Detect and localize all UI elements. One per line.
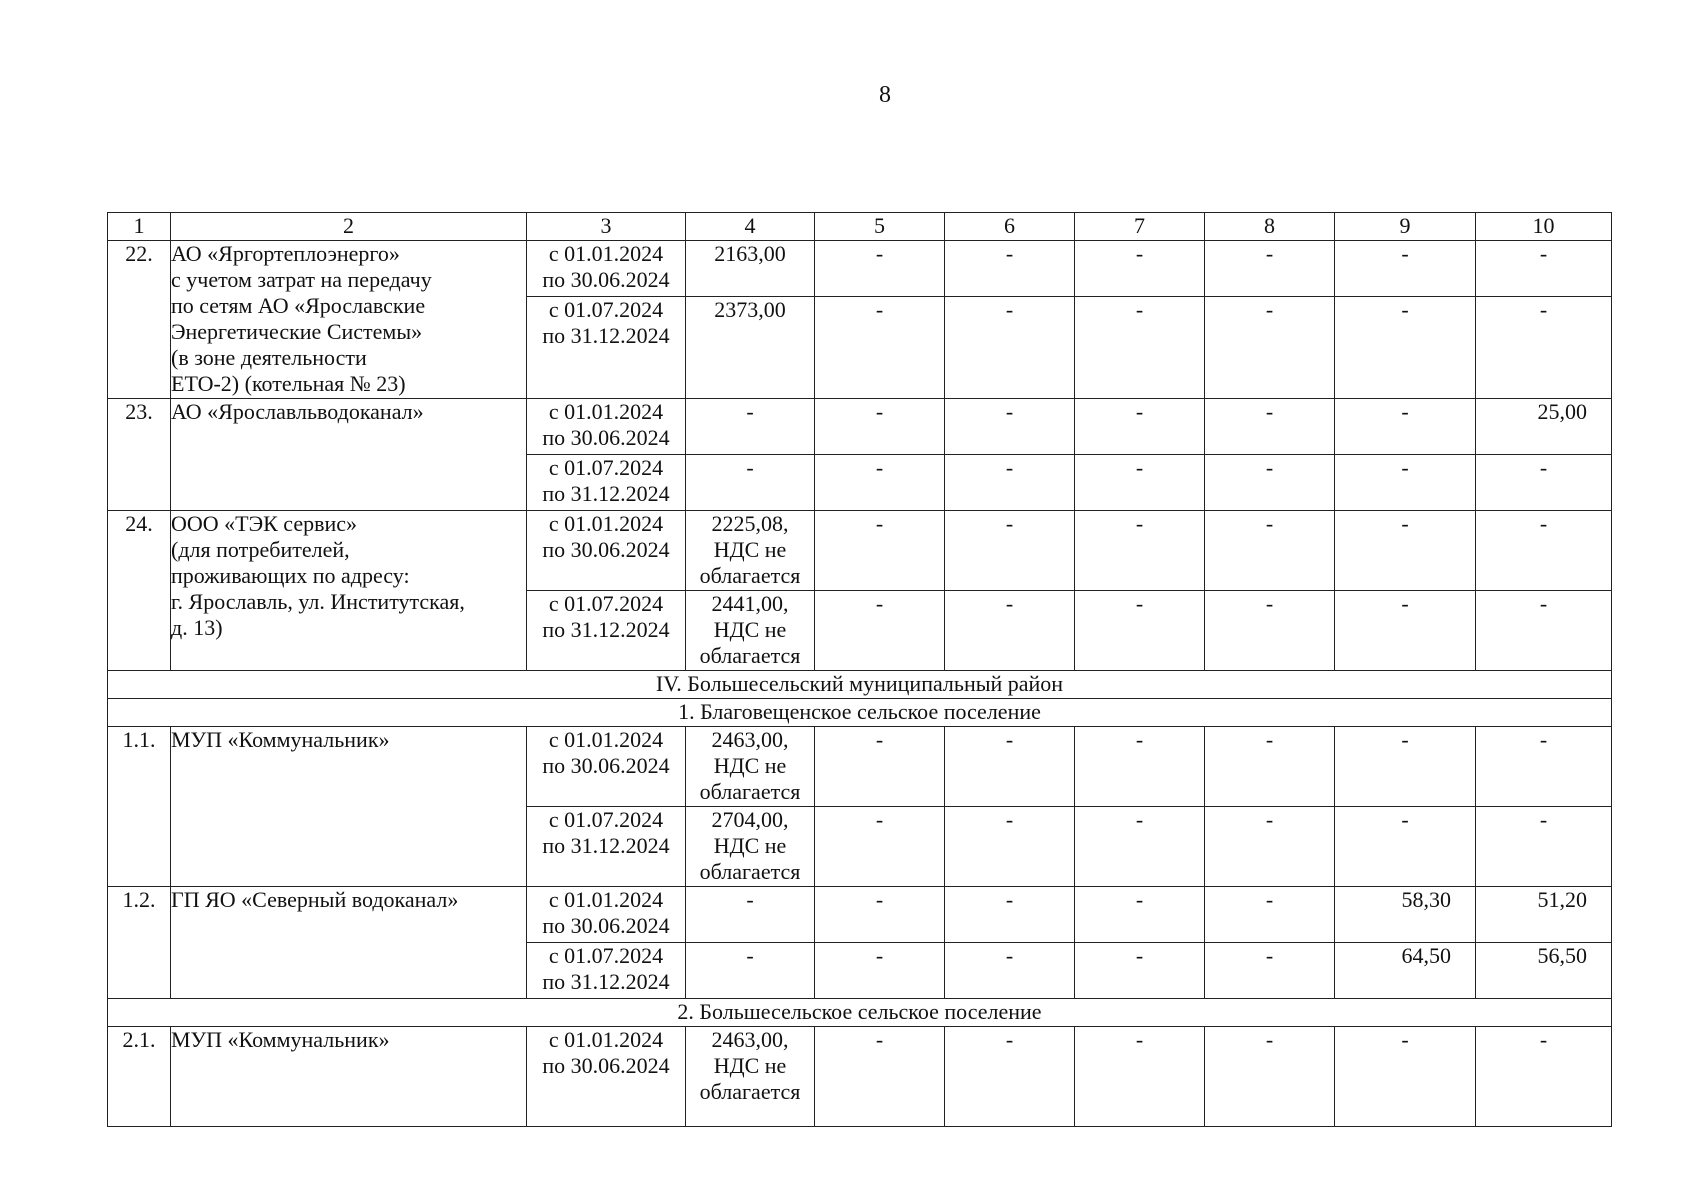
value-cell: - — [1476, 511, 1612, 591]
value-cell: - — [1335, 727, 1476, 807]
subsection-heading: 2. Большесельское сельское поселение — [108, 999, 1612, 1027]
period: с 01.01.2024 по 30.06.2024 — [527, 399, 686, 455]
value-cell: - — [815, 943, 945, 999]
column-number-row — [108, 213, 1612, 241]
col-header: 5 — [815, 213, 945, 241]
value-cell: - — [1335, 241, 1476, 297]
value-cell: - — [945, 297, 1075, 399]
organization-name: АО «Яргортеплоэнерго» с учетом затрат на передачу по сетям АО «Ярославские Энергетические Системы» (в зоне деятельности ЕТО-2) (котельная № 23) — [171, 241, 527, 399]
tariff-value: 2463,00, НДС не облагается — [686, 727, 815, 807]
row-number: 2.1. — [108, 1027, 171, 1127]
value-cell: 56,50 — [1476, 943, 1612, 999]
page-number: 8 — [879, 82, 891, 108]
value-cell: - — [945, 399, 1075, 455]
value-cell: - — [1476, 807, 1612, 887]
table-row — [108, 727, 1612, 807]
value-cell: - — [1335, 1027, 1476, 1127]
value-cell: - — [945, 511, 1075, 591]
tariff-value: 2441,00, НДС не облагается — [686, 591, 815, 671]
period: с 01.07.2024 по 31.12.2024 — [527, 807, 686, 887]
value-cell: - — [815, 727, 945, 807]
value-cell: - — [1335, 511, 1476, 591]
value-cell: - — [815, 241, 945, 297]
tariff-value: 2704,00, НДС не облагается — [686, 807, 815, 887]
value-cell: - — [1205, 887, 1335, 943]
value-cell: - — [1335, 399, 1476, 455]
value-cell: - — [815, 887, 945, 943]
value-cell: 64,50 — [1335, 943, 1476, 999]
value-cell: - — [1335, 807, 1476, 887]
value-cell: - — [1335, 297, 1476, 399]
tariff-table — [107, 212, 1612, 1127]
col-header: 3 — [527, 213, 686, 241]
value-cell: - — [1205, 727, 1335, 807]
value-cell: - — [1205, 455, 1335, 511]
value-cell: - — [1205, 511, 1335, 591]
value-cell: - — [945, 887, 1075, 943]
organization-name: ООО «ТЭК сервис» (для потребителей, проживающих по адресу: г. Ярославль, ул. Институтская, д. 13) — [171, 511, 527, 671]
table-row — [108, 887, 1612, 943]
period: с 01.07.2024 по 31.12.2024 — [527, 297, 686, 399]
value-cell: - — [1075, 1027, 1205, 1127]
value-cell: - — [815, 807, 945, 887]
col-header: 7 — [1075, 213, 1205, 241]
value-cell: - — [1205, 807, 1335, 887]
row-number: 24. — [108, 511, 171, 671]
value-cell: - — [815, 399, 945, 455]
value-cell: - — [945, 943, 1075, 999]
value-cell: - — [945, 1027, 1075, 1127]
value-cell: - — [1335, 591, 1476, 671]
value-cell: - — [1205, 399, 1335, 455]
period: с 01.07.2024 по 31.12.2024 — [527, 455, 686, 511]
subsection-heading-row — [108, 999, 1612, 1027]
value-cell: - — [1075, 887, 1205, 943]
value-cell: - — [1335, 455, 1476, 511]
col-header: 4 — [686, 213, 815, 241]
col-header: 2 — [171, 213, 527, 241]
value-cell: - — [815, 455, 945, 511]
value-cell: - — [815, 297, 945, 399]
col-header: 9 — [1335, 213, 1476, 241]
tariff-value: 2463,00, НДС не облагается — [686, 1027, 815, 1127]
value-cell: 25,00 — [1476, 399, 1612, 455]
value-cell: - — [1476, 241, 1612, 297]
col-header: 1 — [108, 213, 171, 241]
value-cell: - — [1476, 455, 1612, 511]
value-cell: - — [1075, 727, 1205, 807]
value-cell: - — [1205, 1027, 1335, 1127]
organization-name: АО «Ярославльводоканал» — [171, 399, 527, 511]
value-cell: - — [945, 807, 1075, 887]
value-cell: - — [1075, 455, 1205, 511]
value-cell: - — [945, 455, 1075, 511]
value-cell: 2373,00 — [686, 297, 815, 399]
row-number: 22. — [108, 241, 171, 399]
value-cell: - — [686, 887, 815, 943]
row-number: 23. — [108, 399, 171, 511]
value-cell: - — [945, 241, 1075, 297]
table-row — [108, 1027, 1612, 1127]
organization-name: МУП «Коммунальник» — [171, 727, 527, 887]
col-header: 6 — [945, 213, 1075, 241]
table-row — [108, 399, 1612, 455]
organization-name: МУП «Коммунальник» — [171, 1027, 527, 1127]
table-row — [108, 241, 1612, 297]
section-heading: IV. Большесельский муниципальный район — [108, 671, 1612, 699]
value-cell: - — [686, 943, 815, 999]
value-cell: - — [1476, 1027, 1612, 1127]
period: с 01.07.2024 по 31.12.2024 — [527, 591, 686, 671]
value-cell: - — [1075, 511, 1205, 591]
value-cell: - — [1075, 399, 1205, 455]
value-cell: - — [686, 455, 815, 511]
value-cell: - — [1476, 591, 1612, 671]
col-header: 10 — [1476, 213, 1612, 241]
value-cell: - — [1476, 727, 1612, 807]
row-number: 1.1. — [108, 727, 171, 887]
section-heading-row — [108, 671, 1612, 699]
period: с 01.01.2024 по 30.06.2024 — [527, 1027, 686, 1127]
value-cell: - — [1205, 241, 1335, 297]
organization-name: ГП ЯО «Северный водоканал» — [171, 887, 527, 999]
subsection-heading-row — [108, 699, 1612, 727]
period: с 01.01.2024 по 30.06.2024 — [527, 511, 686, 591]
period: с 01.01.2024 по 30.06.2024 — [527, 241, 686, 297]
value-cell: - — [1205, 591, 1335, 671]
value-cell: - — [1075, 807, 1205, 887]
value-cell: - — [1075, 943, 1205, 999]
col-header: 8 — [1205, 213, 1335, 241]
value-cell: - — [1205, 297, 1335, 399]
value-cell: - — [815, 1027, 945, 1127]
period: с 01.01.2024 по 30.06.2024 — [527, 727, 686, 807]
table-row — [108, 511, 1612, 591]
value-cell: 2163,00 — [686, 241, 815, 297]
value-cell: - — [945, 591, 1075, 671]
value-cell: - — [1075, 297, 1205, 399]
value-cell: - — [945, 727, 1075, 807]
tariff-value: 2225,08, НДС не облагается — [686, 511, 815, 591]
value-cell: - — [1075, 241, 1205, 297]
value-cell: - — [1476, 297, 1612, 399]
period: с 01.01.2024 по 30.06.2024 — [527, 887, 686, 943]
row-number: 1.2. — [108, 887, 171, 999]
period: с 01.07.2024 по 31.12.2024 — [527, 943, 686, 999]
value-cell: 51,20 — [1476, 887, 1612, 943]
value-cell: 58,30 — [1335, 887, 1476, 943]
value-cell: - — [815, 511, 945, 591]
value-cell: - — [686, 399, 815, 455]
subsection-heading: 1. Благовещенское сельское поселение — [108, 699, 1612, 727]
value-cell: - — [1205, 943, 1335, 999]
value-cell: - — [815, 591, 945, 671]
value-cell: - — [1075, 591, 1205, 671]
